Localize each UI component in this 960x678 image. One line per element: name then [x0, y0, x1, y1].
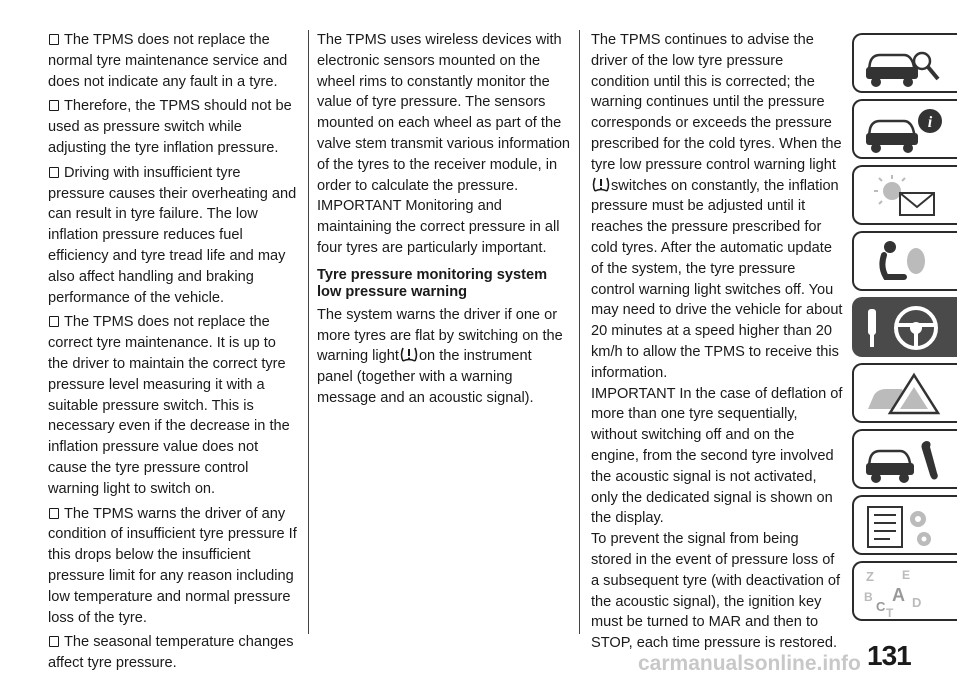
- bullet-square-icon: [49, 316, 59, 327]
- paragraph: To prevent the signal from being stored in the event of pressure loss of a subsequent tyre (with deactivation of the acoustic signal), the ignition key must be turned to MAR and then to STOP, each time pressure is restored.: [591, 531, 841, 652]
- svg-text:E: E: [902, 568, 911, 582]
- car-info-icon: [860, 105, 950, 155]
- key-steering-wheel-icon: [860, 303, 950, 353]
- tab-instrument-panel[interactable]: [852, 99, 957, 159]
- light-message-icon: [860, 171, 950, 221]
- airbag-seat-icon: [860, 237, 950, 287]
- tab-index[interactable]: [852, 561, 957, 621]
- svg-text:i: i: [927, 114, 933, 131]
- column-divider: [308, 30, 309, 634]
- warning-triangle-car-icon: [860, 369, 950, 419]
- bullet-paragraph: The TPMS does not replace the correct tyre maintenance. It is up to the driver to maintain the correct tyre pressure level measuring it with a suitable pressure switch. This is necessary even if the decrease in the inflation pressure value does not cause the tyre pressure control warning light to switch on.: [48, 314, 290, 497]
- section-heading: Tyre pressure monitoring system low pressure warning: [317, 266, 548, 300]
- bullet-square-icon: [49, 508, 59, 519]
- column-1: [48, 30, 298, 674]
- bullet-square-icon: [49, 636, 59, 647]
- svg-text:B: B: [864, 590, 873, 604]
- bullet-square-icon: [49, 167, 59, 178]
- paragraph: The TPMS uses wireless devices with electronic sensors mounted on the wheel rims to constantly monitor the value of tyre pressure. The sensors mounted on each wheel as part of the valve stem transmit various information of the tyres to the receiver module, in order to calculate the pressure.: [317, 32, 571, 194]
- bullet-paragraph: The seasonal temperature changes affect tyre pressure.: [48, 634, 294, 672]
- paragraph: The system warns the driver if one or more tyres are flat by switching on the warning light on the instrument panel (together with a warning message and an acoustic signal).: [317, 306, 563, 406]
- important-note: IMPORTANT In the case of deflation of more than one tyre sequentially, without switching off and on the engine, from the second tyre involved the acoustic signal is not activated, only the dedicated signal is shown on the display.: [591, 385, 843, 527]
- paragraph: The TPMS continues to advise the driver of the low tyre pressure condition until this is corrected; the warning continues until the pressure corresponds or exceeds the pressure prescribed for the cold tyres. When the tyre low pressure control warning lightswitches on constantly, the inflation pressure must be adjusted until it reaches the pressure prescribed for cold tyres. After the automatic update of the system, the tyre pressure control warning light switches off. You may need to drive the vehicle for about 20 minutes at a speed higher than 20 km/h to allow the TPMS to receive this information.: [591, 32, 843, 381]
- svg-text:C: C: [876, 599, 886, 614]
- page-number: 131: [867, 640, 911, 671]
- tab-servicing-care[interactable]: [852, 429, 957, 489]
- bullet-square-icon: [49, 100, 59, 111]
- bullet-paragraph: Driving with insufficient tyre pressure causes their overheating and can result in tyre failure. The low inflation pressure reduces fuel efficiency and tyre tread life and may also affect handling and braking performance of the vehicle.: [48, 164, 297, 306]
- bullet-paragraph: The TPMS does not replace the normal tyre maintenance service and does not indicate any fault in a tyre.: [48, 32, 288, 90]
- watermark: carmanualsonline.info: [638, 652, 861, 675]
- car-search-icon: [860, 39, 950, 89]
- bullet-paragraph: Therefore, the TPMS should not be used as pressure switch while adjusting the tyre inflation pressure.: [48, 98, 292, 156]
- bullet-square-icon: [49, 34, 59, 45]
- alphabet-index-icon: [860, 567, 950, 617]
- important-note: IMPORTANT Monitoring and maintaining the correct pressure in all four tyres are particularly important.: [317, 198, 560, 256]
- svg-text:D: D: [912, 595, 922, 610]
- column-3: [591, 30, 843, 654]
- tab-safety[interactable]: [852, 231, 957, 291]
- tab-knowing-the-car[interactable]: [852, 33, 957, 93]
- car-wrench-icon: [860, 435, 950, 485]
- tyre-pressure-warning-icon: [591, 176, 611, 194]
- svg-text:T: T: [886, 606, 894, 617]
- svg-text:A: A: [892, 585, 905, 605]
- svg-text:Z: Z: [866, 569, 874, 584]
- checklist-gear-icon: [860, 501, 950, 551]
- tab-technical-data[interactable]: [852, 495, 957, 555]
- chapter-tabs: [852, 33, 957, 627]
- column-2: [317, 30, 571, 409]
- bullet-paragraph: The TPMS warns the driver of any condition of insufficient tyre pressure If this drops below the insufficient pressure limit for any reason including low temperature and normal pressure loss of the tyre.: [48, 505, 297, 626]
- tab-emergency[interactable]: [852, 363, 957, 423]
- tab-lights-messages[interactable]: [852, 165, 957, 225]
- column-divider: [579, 30, 580, 634]
- tab-starting-driving[interactable]: [852, 297, 957, 357]
- tyre-pressure-warning-icon: [399, 346, 419, 364]
